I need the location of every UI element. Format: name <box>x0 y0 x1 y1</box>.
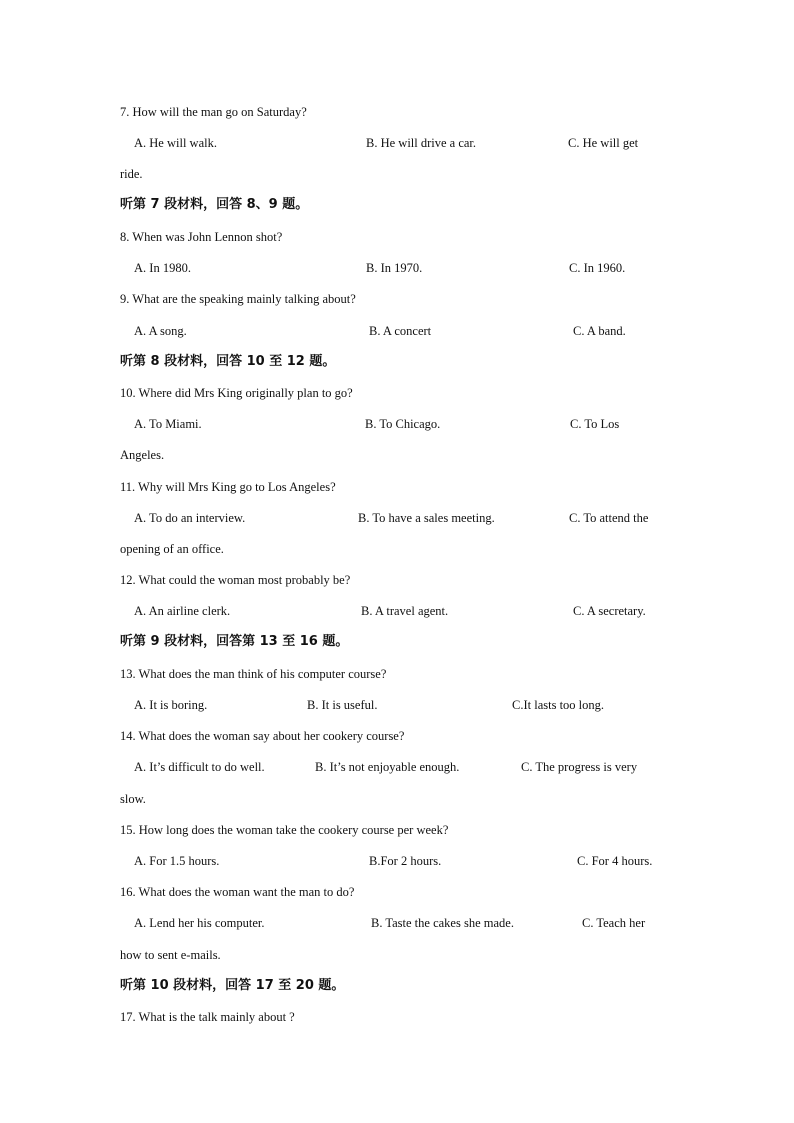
question-14: 14. What does the woman say about her cookery course? <box>120 729 405 743</box>
section-heading-10: 听第 10 段材料，回答 17 至 20 题。 <box>120 978 345 993</box>
section-heading-7: 听第 7 段材料，回答 8、9 题。 <box>120 197 309 212</box>
q9-option-b: B. A concert <box>369 324 432 338</box>
q15-option-b: B.For 2 hours. <box>369 854 442 868</box>
question-16: 16. What does the woman want the man to do? <box>120 885 355 899</box>
q13-option-c: C.It lasts too long. <box>512 698 605 712</box>
q7-option-c: C. He will get <box>568 136 639 150</box>
section-heading-9: 听第 9 段材料，回答第 13 至 16 题。 <box>120 634 349 649</box>
q7-option-b: B. He will drive a car. <box>366 136 477 150</box>
question-7: 7. How will the man go on Saturday? <box>120 105 307 119</box>
q12-option-a: A. An airline clerk. <box>134 604 231 618</box>
q16-option-b: B. Taste the cakes she made. <box>371 916 514 930</box>
q12-option-b: B. A travel agent. <box>361 604 449 618</box>
q7-option-c-continued: ride. <box>120 167 143 181</box>
q8-option-c: C. In 1960. <box>569 261 626 275</box>
q10-option-c: C. To Los <box>570 417 620 431</box>
q11-option-a: A. To do an interview. <box>134 511 246 525</box>
q13-option-a: A. It is boring. <box>134 698 208 712</box>
q11-option-c: C. To attend the <box>569 511 649 525</box>
question-10: 10. Where did Mrs King originally plan to go? <box>120 386 353 400</box>
q9-option-a: A. A song. <box>134 324 187 338</box>
question-8: 8. When was John Lennon shot? <box>120 230 283 244</box>
q16-option-c-continued: how to sent e-mails. <box>120 948 221 962</box>
question-13: 13. What does the man think of his computer course? <box>120 667 387 681</box>
question-15: 15. How long does the woman take the cookery course per week? <box>120 823 449 837</box>
section-heading-8: 听第 8 段材料，回答 10 至 12 题。 <box>120 354 336 369</box>
question-17: 17. What is the talk mainly about ? <box>120 1010 295 1024</box>
q14-option-a: A. It’s difficult to do well. <box>134 760 265 774</box>
q11-option-c-continued: opening of an office. <box>120 542 224 556</box>
q16-option-a: A. Lend her his computer. <box>134 916 265 930</box>
q10-option-c-continued: Angeles. <box>120 448 165 462</box>
q16-option-c: C. Teach her <box>582 916 646 930</box>
q7-option-a: A. He will walk. <box>134 136 217 150</box>
question-11: 11. Why will Mrs King go to Los Angeles? <box>120 480 336 494</box>
q10-option-a: A. To Miami. <box>134 417 202 431</box>
q14-option-c-continued: slow. <box>120 792 146 806</box>
question-12: 12. What could the woman most probably be? <box>120 573 351 587</box>
q13-option-b: B. It is useful. <box>307 698 378 712</box>
q8-option-a: A. In 1980. <box>134 261 191 275</box>
q9-option-c: C. A band. <box>573 324 626 338</box>
q14-option-b: B. It’s not enjoyable enough. <box>315 760 460 774</box>
q12-option-c: C. A secretary. <box>573 604 646 618</box>
q14-option-c: C. The progress is very <box>521 760 638 774</box>
q8-option-b: B. In 1970. <box>366 261 423 275</box>
q15-option-c: C. For 4 hours. <box>577 854 653 868</box>
q11-option-b: B. To have a sales meeting. <box>358 511 495 525</box>
question-9: 9. What are the speaking mainly talking about? <box>120 292 356 306</box>
q15-option-a: A. For 1.5 hours. <box>134 854 220 868</box>
q10-option-b: B. To Chicago. <box>365 417 441 431</box>
